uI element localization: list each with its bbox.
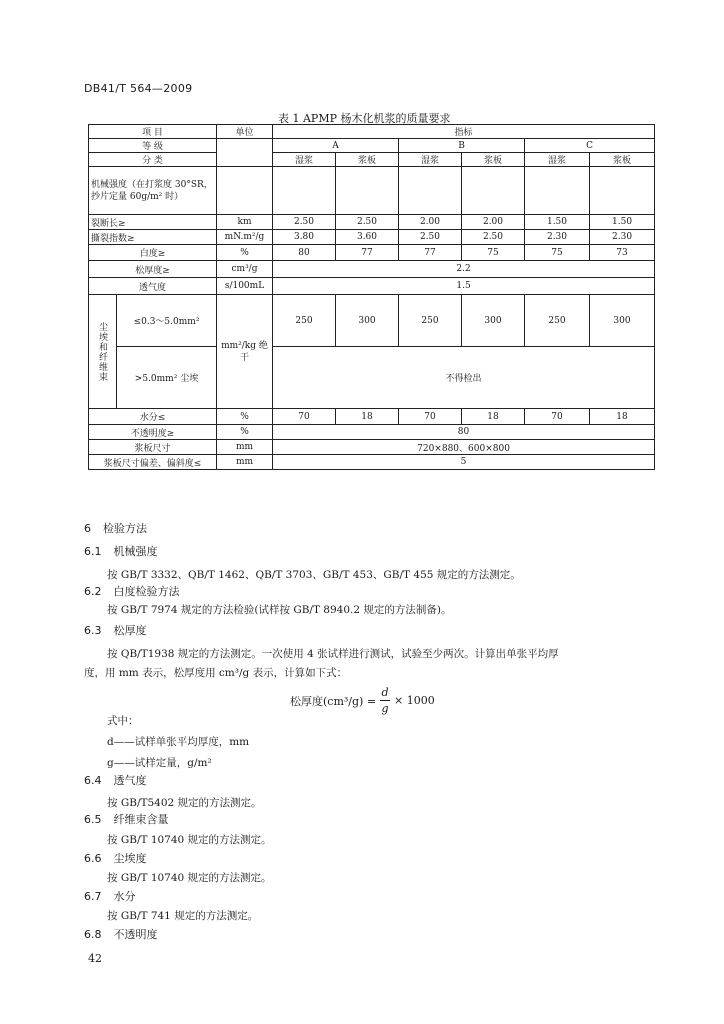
grade-a: A	[273, 139, 399, 153]
fiber-row1-label: ≤0.3～5.0mm²	[117, 295, 217, 347]
cell: 250	[399, 295, 462, 347]
row-label: 撕裂指数≥	[89, 230, 217, 245]
section-6-heading: 6 检验方法	[84, 522, 147, 535]
cell: 2.00	[462, 215, 525, 230]
section-6-3-text-1: 按 QB/T1938 规定的方法测定。一次使用 4 张试样进行测试，试验至少两次。计算出单张平均厚	[107, 648, 559, 660]
section-6-1-heading: 6.1 机械强度	[84, 545, 158, 558]
cell: 250	[525, 295, 590, 347]
cell: 70	[399, 409, 462, 425]
section-6-1-text: 按 GB/T 3332、QB/T 1462、QB/T 3703、GB/T 453、GB/T 455 规定的方法测定。	[107, 569, 521, 581]
bulk-formula: 松厚度(cm³/g) = $\frac{d}{g}$ × 1000	[290, 686, 435, 715]
sheet-size-label: 浆板尺寸	[89, 440, 217, 455]
sheet-size-value: 720×880、600×800	[273, 440, 655, 455]
fiber-row2-value: 不得检出	[273, 347, 655, 409]
section-6-3-text-2: 度，用 mm 表示，松厚度用 cm³/g 表示，计算如下式：	[84, 667, 348, 679]
fiber-group-label: 尘埃和纤维束	[89, 295, 117, 409]
var-d-definition: d——试样单张平均厚度，mm	[107, 736, 250, 748]
fiber-row2-label: >5.0mm² 尘埃	[117, 347, 217, 409]
porosity-label: 透气度	[89, 278, 217, 295]
type-cell: 浆板	[462, 153, 525, 167]
standard-code: DB41/T 564—2009	[84, 82, 193, 95]
section-6-2-heading: 6.2 白度检验方法	[84, 585, 180, 598]
cell: 18	[336, 409, 399, 425]
cell: 75	[525, 245, 590, 261]
cell: 75	[462, 245, 525, 261]
cell: 1.50	[525, 215, 590, 230]
header-item: 项 目	[89, 125, 217, 139]
cell: 73	[590, 245, 655, 261]
section-6-2-text: 按 GB/T 7974 规定的方法检验(试样按 GB/T 8940.2 规定的方法制备)。	[107, 604, 452, 616]
row-label: 裂断长≥	[89, 215, 217, 230]
type-label: 分 类	[89, 153, 217, 167]
cell: 77	[336, 245, 399, 261]
row-unit: mN.m²/g	[217, 230, 273, 245]
grade-label: 等 级	[89, 139, 217, 153]
bulk-label: 松厚度≥	[89, 261, 217, 278]
cell: 2.50	[336, 215, 399, 230]
cell: 3.60	[336, 230, 399, 245]
cell: 77	[399, 245, 462, 261]
type-cell: 湿浆	[399, 153, 462, 167]
moisture-unit: %	[217, 409, 273, 425]
cell: 2.00	[399, 215, 462, 230]
sheet-size-unit: mm	[217, 440, 273, 455]
cell: 300	[336, 295, 399, 347]
cell: 2.30	[590, 230, 655, 245]
section-6-6-heading: 6.6 尘埃度	[84, 852, 147, 865]
size-dev-value: 5	[273, 455, 655, 470]
row-label: 白度≥	[89, 245, 217, 261]
header-unit: 单位	[217, 125, 273, 139]
mech-strength-label: 机械强度（在打浆度 30°SR，抄片定量 60g/m² 时）	[89, 167, 217, 215]
opacity-value: 80	[273, 425, 655, 440]
size-dev-unit: mm	[217, 455, 273, 470]
cell: 2.50	[462, 230, 525, 245]
moisture-label: 水分≤	[89, 409, 217, 425]
page-number: 42	[88, 952, 102, 965]
cell: 2.50	[273, 215, 336, 230]
size-dev-label: 浆板尺寸偏差、偏斜度≤	[89, 455, 217, 470]
type-cell: 湿浆	[273, 153, 336, 167]
opacity-label: 不透明度≥	[89, 425, 217, 440]
quality-requirements-table	[88, 124, 655, 470]
section-6-8-heading: 6.8 不透明度	[84, 928, 158, 941]
header-spec: 指标	[273, 125, 655, 139]
cell: 2.50	[399, 230, 462, 245]
porosity-unit: s/100mL	[217, 278, 273, 295]
table-caption: 表 1 APMP 杨木化机浆的质量要求	[278, 112, 451, 125]
cell: 1.50	[590, 215, 655, 230]
type-cell: 湿浆	[525, 153, 590, 167]
row-unit: %	[217, 245, 273, 261]
section-6-4-heading: 6.4 透气度	[84, 774, 147, 787]
porosity-value: 1.5	[273, 278, 655, 295]
grade-c: C	[525, 139, 655, 153]
section-6-5-text: 按 GB/T 10740 规定的方法测定。	[107, 834, 272, 846]
cell: 70	[273, 409, 336, 425]
where-label: 式中：	[107, 715, 139, 727]
section-6-6-text: 按 GB/T 10740 规定的方法测定。	[107, 872, 272, 884]
section-6-5-heading: 6.5 纤维束含量	[84, 813, 169, 826]
type-cell: 浆板	[590, 153, 655, 167]
grade-b: B	[399, 139, 525, 153]
cell: 300	[462, 295, 525, 347]
cell: 70	[525, 409, 590, 425]
section-6-7-text: 按 GB/T 741 规定的方法测定。	[107, 910, 259, 922]
var-g-definition: g——试样定量，g/m²	[107, 757, 212, 769]
cell: 80	[273, 245, 336, 261]
cell: 3.80	[273, 230, 336, 245]
cell: 300	[590, 295, 655, 347]
fiber-unit: mm²/kg 绝干	[217, 295, 273, 409]
cell: 2.30	[525, 230, 590, 245]
bulk-unit: cm³/g	[217, 261, 273, 278]
section-6-4-text: 按 GB/T5402 规定的方法测定。	[107, 797, 262, 809]
section-6-7-heading: 6.7 水分	[84, 890, 136, 903]
cell: 18	[462, 409, 525, 425]
bulk-value: 2.2	[273, 261, 655, 278]
opacity-unit: %	[217, 425, 273, 440]
cell: 18	[590, 409, 655, 425]
row-unit: km	[217, 215, 273, 230]
type-cell: 浆板	[336, 153, 399, 167]
cell: 250	[273, 295, 336, 347]
section-6-3-heading: 6.3 松厚度	[84, 624, 147, 637]
